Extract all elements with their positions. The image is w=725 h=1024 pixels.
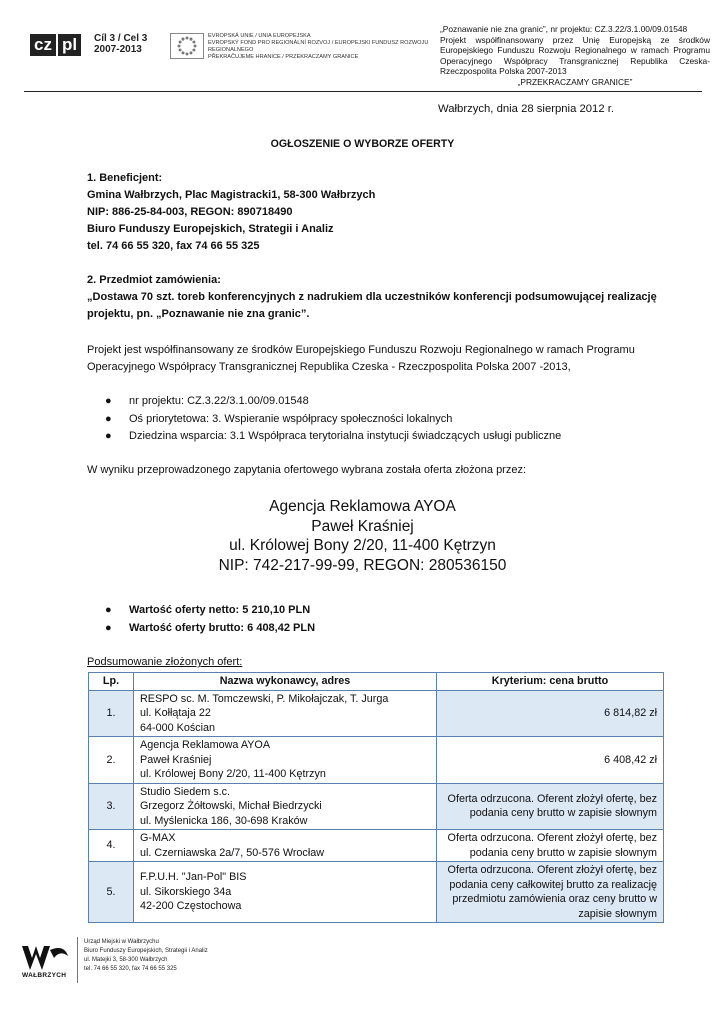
date-line: Wałbrzych, dnia 28 sierpnia 2012 r. [438, 103, 615, 115]
bullet-icon: ● [105, 395, 112, 407]
eu-text-3: PŘEKRAČUJEME HRANICE / PRZEKRACZAMY GRANICE [208, 54, 359, 60]
eu-flag-icon [170, 33, 204, 59]
cel-line2: 2007-2013 [94, 44, 142, 55]
beneficiary-heading: 1. Beneficjent: [87, 172, 163, 184]
criterion-line: 6 814,82 zł [604, 707, 657, 719]
project-bullets [87, 393, 561, 446]
offers-table [88, 672, 664, 923]
list-item [87, 602, 315, 620]
row-number: 1. [89, 690, 134, 737]
bidder-line: ul. Myślenicka 186, 30-698 Kraków [140, 814, 308, 827]
bidder-line: 42-200 Częstochowa [140, 900, 242, 913]
criterion-line: podania ceny całkowitej brutto za realizację [449, 878, 657, 891]
column-header-criterion: Kryterium: cena brutto [437, 673, 664, 691]
gross-value: Wartość oferty brutto: 6 408,42 PLN [129, 621, 316, 634]
project-info [440, 24, 710, 88]
bullet-text: Oś priorytetowa: 3. Wspieranie współpracy społeczności lokalnych [129, 412, 453, 425]
awarded-bidder [0, 497, 725, 575]
cofinance-paragraph [87, 342, 635, 376]
subject-heading: 2. Przedmiot zamówienia: [87, 274, 221, 286]
criterion-cell [437, 737, 664, 784]
bullet-text: Dziedzina wsparcia: 3.1 Współpraca terytorialna instytucji świadczących usługi publiczne [129, 430, 562, 442]
row-number: 3. [89, 783, 134, 830]
criterion-line: 6 408,42 zł [604, 753, 657, 766]
czpl-logo [30, 34, 83, 56]
awarded-line: ul. Królowej Bony 2/20, 11-400 Kętrzyn [229, 537, 496, 554]
bidder-cell [134, 690, 437, 737]
bidder-line: ul. Kołłątaja 22 [140, 707, 211, 719]
list-item [87, 393, 561, 411]
footer-divider [77, 937, 78, 983]
list-item [87, 428, 561, 446]
subject-line1: „Dostawa 70 szt. toreb konferencyjnych z nadrukiem dla uczestników konferencji podsumowującej realizację [87, 291, 657, 303]
beneficiary-section [87, 170, 375, 255]
criterion-line: Oferta odrzucona. Oferent złożył ofertę, bez [447, 832, 657, 844]
offer-values [87, 602, 315, 637]
beneficiary-line: tel. 74 66 55 320, fax 74 66 55 325 [87, 240, 260, 252]
bullet-icon: ● [105, 412, 112, 425]
footer-address [84, 938, 208, 974]
table-header-row [89, 673, 664, 691]
bidder-line: F.P.U.H. "Jan-Pol" BIS [140, 871, 247, 884]
bullet-icon: ● [105, 430, 112, 442]
bidder-line: G-MAX [140, 832, 176, 844]
summary-title: Podsumowanie złożonych ofert: [87, 656, 243, 668]
project-line3: „PRZEKRACZAMY GRANICE” [517, 76, 633, 87]
table-row [89, 862, 664, 923]
cofinance-line2: Operacyjnego Współpracy Transgranicznej Republika Czeska - Rzeczpospolita Polska 2007 -2013, [87, 361, 571, 373]
row-number: 5. [89, 862, 134, 923]
net-value: Wartość oferty netto: 5 210,10 PLN [129, 604, 311, 616]
footer-line: tel. 74 66 55 320, fax 74 66 55 325 [84, 966, 177, 972]
bidder-cell [134, 783, 437, 830]
bidder-line: Grzegorz Żółtowski, Michał Biedrzycki [140, 800, 322, 812]
logo-cz: cz [30, 34, 56, 56]
beneficiary-line: Gmina Wałbrzych, Plac Magistracki1, 58-300 Wałbrzych [87, 189, 376, 201]
eu-text-1: EVROPSKÁ UNIE / UNIA EUROPEJSKA [208, 33, 311, 39]
awarded-line: NIP: 742-217-99-99, REGON: 280536150 [218, 556, 507, 574]
bidder-line: ul. Czerniawska 2a/7, 50-576 Wrocław [140, 846, 325, 859]
row-number: 2. [89, 737, 134, 784]
eu-text-2: EVROPSKÝ FOND PRO REGIONÁLNÍ ROZVOJ / EUROPEJSKI FUNDUSZ ROZWOJU REGIONALNEGO [208, 40, 429, 53]
criterion-line: zapisie słownym [578, 907, 657, 920]
criterion-cell [437, 830, 664, 862]
bidder-cell [134, 737, 437, 784]
criterion-line: przedmiotu zamówienia oraz ceny brutto w [452, 893, 657, 905]
bidder-line: ul. Sikorskiego 34a [140, 885, 232, 898]
bidder-line: RESPO sc. M. Tomczewski, P. Mikołajczak, T. Jurga [140, 692, 389, 705]
header-divider [24, 91, 702, 92]
criterion-line: podania ceny brutto w zapisie słownym [469, 807, 657, 820]
column-header-name: Nazwa wykonawcy, adres [134, 673, 437, 691]
cel-label [94, 33, 147, 55]
table-row [89, 737, 664, 784]
bidder-line: 64-000 Kościan [140, 721, 216, 734]
criterion-line: Oferta odrzucona. Oferent złożył ofertę, bez [447, 864, 657, 876]
criterion-line: Oferta odrzucona. Oferent złożył ofertę, bez [447, 792, 657, 805]
bidder-line: Paweł Kraśniej [140, 753, 212, 766]
beneficiary-line: Biuro Funduszy Europejskich, Strategii i Analiz [87, 223, 334, 235]
table-row [89, 690, 664, 737]
bidder-line: Agencja Reklamowa AYOA [140, 739, 271, 751]
selection-intro: W wyniku przeprowadzonego zapytania ofertowego wybrana została oferta złożona przez: [87, 464, 527, 476]
column-header-lp: Lp. [89, 673, 134, 691]
page-title: OGŁOSZENIE O WYBORZE OFERTY [270, 138, 455, 150]
list-item [87, 620, 315, 638]
cofinance-line1: Projekt jest współfinansowany ze środków Europejskiego Funduszu Rozwoju Regionalnego w ramach Programu [87, 344, 635, 356]
list-item [87, 411, 561, 429]
criterion-cell [437, 783, 664, 830]
subject-line2: projektu, pn. „Poznawanie nie zna granic”. [87, 308, 310, 320]
awarded-line: Paweł Kraśniej [311, 517, 414, 535]
awarded-line: Agencja Reklamowa AYOA [269, 498, 456, 515]
table-row [89, 830, 664, 862]
bidder-cell [134, 862, 437, 923]
cel-line1: Cíl 3 / Cel 3 [94, 33, 148, 44]
footer-line: Urząd Miejski w Wałbrzychu [84, 939, 159, 945]
footer-logo-label: WAŁBRZYCH [22, 972, 67, 979]
beneficiary-line: NIP: 886-25-84-003, REGON: 890718490 [87, 206, 293, 218]
project-line1: „Poznawanie nie zna granic”, nr projektu: CZ.3.22/3.1.00/09.01548 [440, 24, 688, 34]
criterion-cell [437, 862, 664, 923]
eu-fund-text [208, 33, 440, 61]
row-number: 4. [89, 830, 134, 862]
project-line2: Projekt współfinansowany przez Unię Europejską ze środków Europejskiego Funduszu Rozwoju Regionalnego w ramach Programu Operacyjnego Współpracy Transgranicznej Republika Czeska-Rzeczpospolita Polska 2007-2013 [440, 34, 710, 77]
bullet-icon: ● [105, 621, 112, 634]
footer-line: ul. Matejki 3, 58-300 Wałbrzych [84, 957, 168, 963]
subject-section [87, 272, 657, 323]
criterion-cell [437, 690, 664, 737]
footer-line: Biuro Funduszy Europejskich, Strategii i Analiz [84, 948, 208, 954]
bullet-icon: ● [105, 604, 112, 616]
criterion-line: podania ceny brutto w zapisie słownym [469, 846, 657, 859]
bullet-text: nr projektu: CZ.3.22/3.1.00/09.01548 [129, 395, 309, 407]
bidder-line: Studio Siedem s.c. [140, 785, 231, 798]
bidder-line: ul. Królowej Bony 2/20, 11-400 Kętrzyn [140, 768, 326, 780]
logo-pl: pl [58, 34, 81, 56]
bidder-cell [134, 830, 437, 862]
table-row [89, 783, 664, 830]
